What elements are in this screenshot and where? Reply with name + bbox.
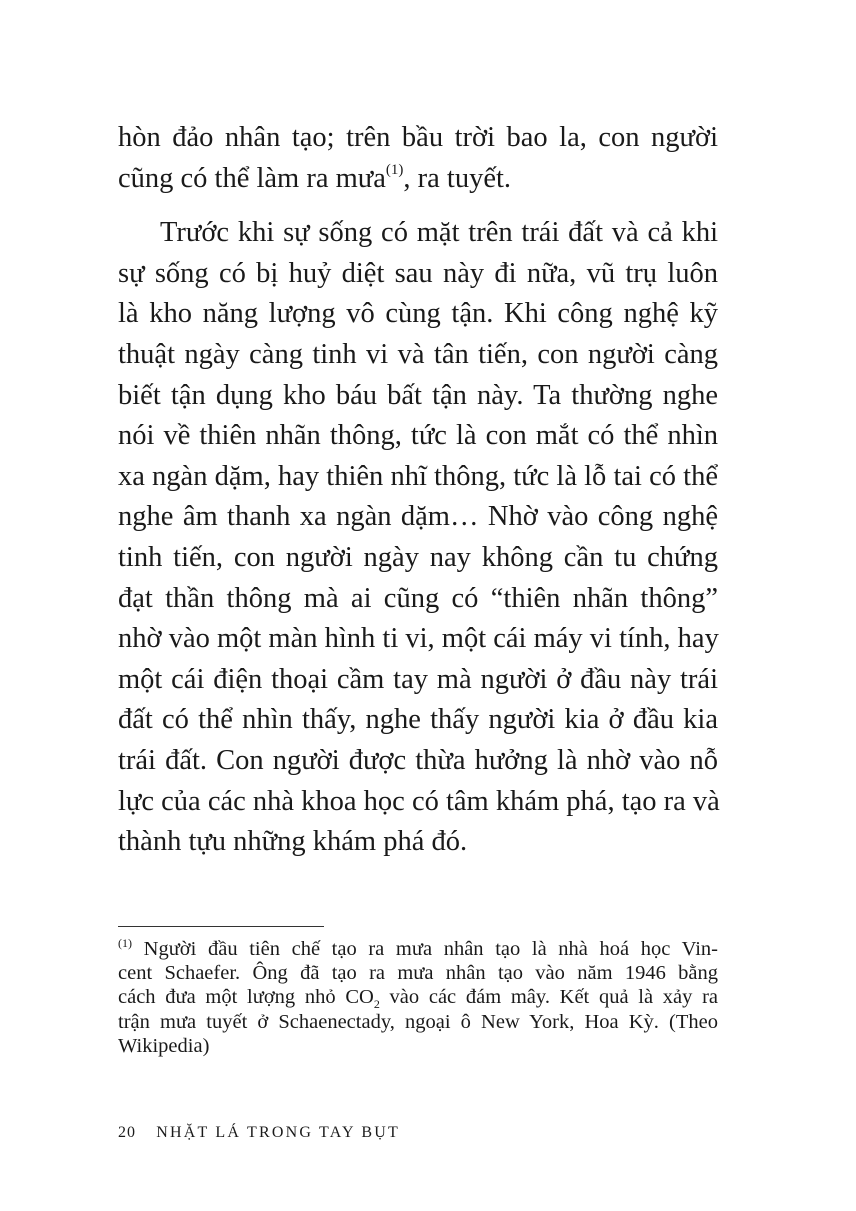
running-footer [118,1124,400,1142]
paragraph-2-line-11: nhờ vào một màn hình ti vi, một cái máy vi tính, hay [118,623,719,655]
body-text [118,118,718,863]
footnote-line-4: trận mưa tuyết ở Schaenectady, ngoại ô New York, Hoa Kỳ. (Theo [118,1010,718,1033]
footnote-line-1-text: Người đầu tiên chế tạo ra mưa nhân tạo là nhà hoá học Vin- [132,938,718,960]
paragraph-2-line-6: nói về thiên nhãn thông, tức là con mắt có thể nhìn [118,420,718,452]
footnote-line-2: cent Schaefer. Ông đã tạo ra mưa nhân tạo vào năm 1946 bằng [118,962,718,985]
paragraph-2-line-7: xa ngàn dặm, hay thiên nhĩ thông, tức là lỗ tai có thể [118,460,718,492]
paragraph-2-line-15: lực của các nhà khoa học có tâm khám phá, tạo ra và [118,785,720,817]
paragraph-2-line-3: là kho năng lượng vô cùng tận. Khi công nghệ kỹ [118,298,718,330]
footnote-marker: (1) [118,936,132,950]
paragraph-2-line-1: Trước khi sự sống có mặt trên trái đất và cả khi [160,217,718,249]
paragraph-2-line-12: một cái điện thoại cầm tay mà người ở đầu này trái [118,663,718,695]
paragraph-1-line-2 [118,159,718,200]
paragraph-2-line-10: đạt thần thông mà ai cũng có “thiên nhãn thông” [118,582,718,614]
paragraph-2-line-16: thành tựu những khám phá đó. [118,826,468,858]
paragraph-2-line-5: biết tận dụng kho báu bất tận này. Ta thường nghe [118,379,718,411]
footnote-divider [118,926,324,927]
paragraph-1-line-1: hòn đảo nhân tạo; trên bầu trời bao la, con người [118,122,718,153]
footnote [118,937,718,1058]
paragraph-2-line-2: sự sống có bị huỷ diệt sau này đi nữa, vũ trụ luôn [118,257,718,289]
paragraph-2-line-4: thuật ngày càng tinh vi và tân tiến, con người càng [118,338,718,370]
paragraph-2-line-14: trái đất. Con người được thừa hưởng là nhờ vào nỗ [118,744,718,776]
book-title: NHẶT LÁ TRONG TAY BỤT [156,1124,400,1141]
paragraph-2-line-9: tinh tiến, con người ngày nay không cần tu chứng [118,541,718,573]
paragraph-1-line-2-text: cũng có thể làm ra mưa [118,162,386,194]
footnote-line-5: Wikipedia) [118,1034,210,1057]
footnote-line-3-text: cách đưa một lượng nhỏ CO [118,986,374,1009]
footnote-line-1 [118,937,718,961]
paragraph-gap [118,199,718,213]
paragraph-1-line-2-tail: , ra tuyết. [403,162,512,194]
paragraph-2-line-8: nghe âm thanh xa ngàn dặm… Nhờ vào công nghệ [118,501,718,533]
footnote-reference[interactable]: (1) [385,161,404,178]
page-number: 20 [118,1124,136,1141]
paragraph-2-line-13: đất có thể nhìn thấy, nghe thấy người kia ở đầu kia [118,704,718,736]
footnote-line-3-tail: vào các đám mây. Kết quả là xảy ra [379,986,719,1009]
footnote-line-3 [118,985,719,1012]
co2-subscript: 2 [373,997,380,1012]
